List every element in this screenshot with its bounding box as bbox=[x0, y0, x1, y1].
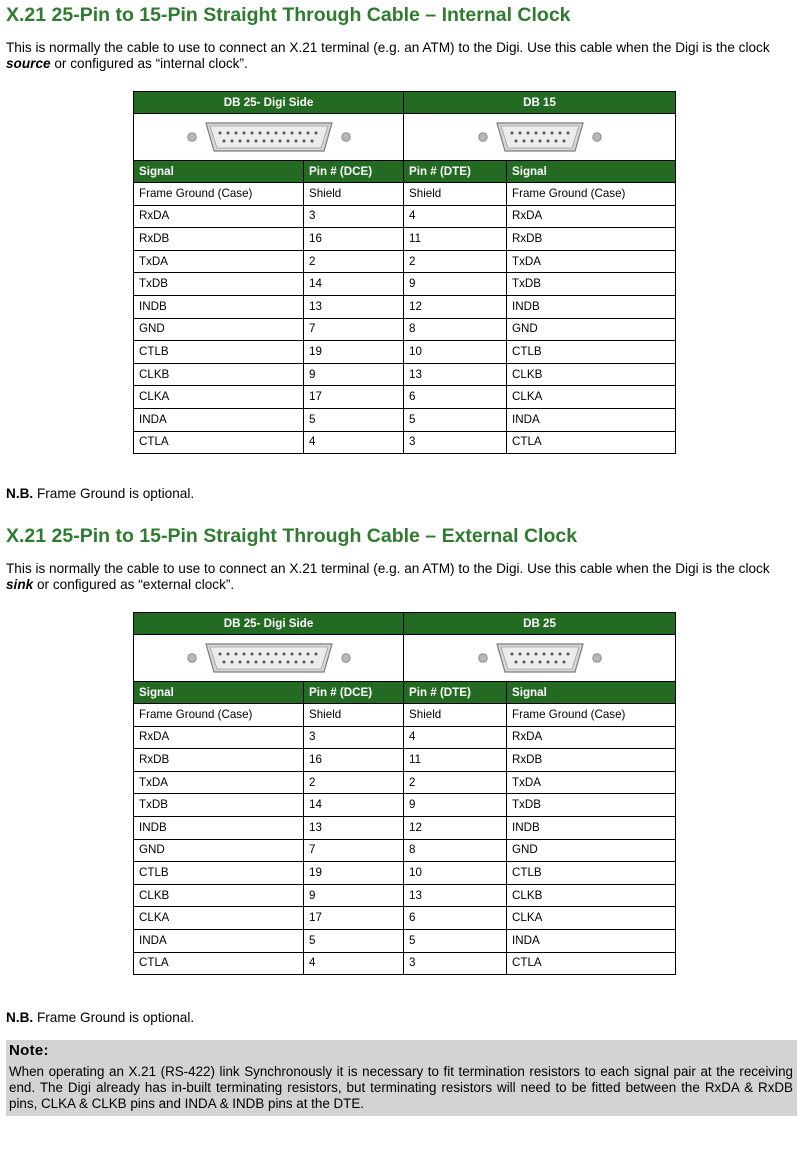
cell-pin-dte: 10 bbox=[404, 341, 507, 364]
column-header-row bbox=[134, 161, 676, 183]
cell-signal-dte: RxDA bbox=[507, 726, 676, 749]
table-row bbox=[134, 295, 676, 318]
cell-pin-dte: 13 bbox=[404, 363, 507, 386]
col-header-signal-dte: Signal bbox=[507, 161, 676, 183]
db25-connector-cell bbox=[134, 635, 404, 682]
cell-signal-dte: CLKB bbox=[507, 363, 676, 386]
cell-signal-dce: TxDB bbox=[134, 273, 304, 296]
cell-pin-dte: 11 bbox=[404, 749, 507, 772]
cell-signal-dce: RxDB bbox=[134, 228, 304, 251]
col-header-signal-dce: Signal bbox=[134, 682, 304, 704]
table-row bbox=[134, 952, 676, 975]
cell-pin-dte: 11 bbox=[404, 228, 507, 251]
db15-connector-cell bbox=[404, 114, 676, 161]
cell-signal-dte: INDA bbox=[507, 408, 676, 431]
cell-signal-dce: GND bbox=[134, 318, 304, 341]
col-header-pin-dte: Pin # (DTE) bbox=[404, 161, 507, 183]
db15-connector-icon bbox=[475, 641, 605, 675]
cell-pin-dce: 13 bbox=[304, 295, 404, 318]
cell-signal-dce: CLKB bbox=[134, 884, 304, 907]
nb-text: Frame Ground is optional. bbox=[33, 486, 195, 501]
cell-pin-dce: 5 bbox=[304, 929, 404, 952]
col-header-pin-dte: Pin # (DTE) bbox=[404, 682, 507, 704]
pin-rows bbox=[134, 183, 676, 454]
cell-signal-dce: INDA bbox=[134, 408, 304, 431]
cell-signal-dte: TxDB bbox=[507, 273, 676, 296]
table-row bbox=[134, 929, 676, 952]
cell-pin-dte: 12 bbox=[404, 295, 507, 318]
cell-signal-dce: INDB bbox=[134, 816, 304, 839]
pinout-table-internal-clock bbox=[133, 91, 676, 454]
cell-pin-dte: 4 bbox=[404, 205, 507, 228]
cell-pin-dce: Shield bbox=[304, 704, 404, 727]
table-row bbox=[134, 363, 676, 386]
cell-signal-dte: CLKB bbox=[507, 884, 676, 907]
section-1-intro bbox=[6, 40, 799, 72]
table-row bbox=[134, 816, 676, 839]
cell-pin-dte: 10 bbox=[404, 862, 507, 885]
cell-pin-dce: 19 bbox=[304, 341, 404, 364]
cell-signal-dce: GND bbox=[134, 839, 304, 862]
cell-pin-dte: 9 bbox=[404, 273, 507, 296]
cell-pin-dte: 8 bbox=[404, 839, 507, 862]
cell-signal-dte: CLKA bbox=[507, 907, 676, 930]
table-row bbox=[134, 794, 676, 817]
table-header-row bbox=[134, 613, 676, 635]
cell-signal-dce: Frame Ground (Case) bbox=[134, 183, 304, 206]
cell-pin-dce: 2 bbox=[304, 250, 404, 273]
cell-signal-dte: CTLB bbox=[507, 341, 676, 364]
table-row bbox=[134, 228, 676, 251]
cell-signal-dte: INDB bbox=[507, 295, 676, 318]
cell-pin-dce: 3 bbox=[304, 205, 404, 228]
cell-pin-dte: Shield bbox=[404, 704, 507, 727]
cell-signal-dte: CLKA bbox=[507, 386, 676, 409]
table-header-row bbox=[134, 92, 676, 114]
cell-signal-dte: INDB bbox=[507, 816, 676, 839]
table-row bbox=[134, 183, 676, 206]
cell-signal-dte: RxDB bbox=[507, 228, 676, 251]
section-2-intro bbox=[6, 561, 799, 593]
col-header-signal-dte: Signal bbox=[507, 682, 676, 704]
cell-signal-dce: CTLA bbox=[134, 431, 304, 454]
cell-signal-dte: TxDA bbox=[507, 250, 676, 273]
db25-connector-icon bbox=[184, 641, 354, 675]
db15-connector-icon bbox=[475, 120, 605, 154]
table-row bbox=[134, 907, 676, 930]
cell-signal-dte: CTLA bbox=[507, 952, 676, 975]
section-1-intro-part2: or configured as “internal clock”. bbox=[50, 56, 248, 71]
section-1-intro-emphasis: source bbox=[6, 56, 51, 71]
cell-signal-dce: CLKA bbox=[134, 907, 304, 930]
cell-pin-dce: 17 bbox=[304, 386, 404, 409]
section-2-title: X.21 25-Pin to 15-Pin Straight Through Cable – External Clock bbox=[6, 525, 578, 547]
table-row bbox=[134, 862, 676, 885]
cell-pin-dce: 19 bbox=[304, 862, 404, 885]
nb-label: N.B. bbox=[6, 1010, 34, 1025]
cell-signal-dce: RxDB bbox=[134, 749, 304, 772]
section-1-title: X.21 25-Pin to 15-Pin Straight Through Cable – Internal Clock bbox=[6, 4, 571, 26]
cell-signal-dte: Frame Ground (Case) bbox=[507, 183, 676, 206]
cell-signal-dte: GND bbox=[507, 318, 676, 341]
nb-text: Frame Ground is optional. bbox=[33, 1010, 195, 1025]
cell-pin-dce: 9 bbox=[304, 884, 404, 907]
cell-signal-dte: TxDA bbox=[507, 771, 676, 794]
table-row bbox=[134, 726, 676, 749]
connector-image-row bbox=[134, 114, 676, 161]
cell-pin-dce: 3 bbox=[304, 726, 404, 749]
col-header-pin-dce: Pin # (DCE) bbox=[304, 161, 404, 183]
cell-pin-dce: 17 bbox=[304, 907, 404, 930]
table-row bbox=[134, 408, 676, 431]
db25-connector-cell bbox=[134, 114, 404, 161]
cell-pin-dce: 4 bbox=[304, 431, 404, 454]
table-row bbox=[134, 273, 676, 296]
connector-image-row bbox=[134, 635, 676, 682]
cell-signal-dce: CTLB bbox=[134, 341, 304, 364]
db25-side-header: DB 25- Digi Side bbox=[134, 92, 404, 114]
table-row bbox=[134, 431, 676, 454]
cell-signal-dce: Frame Ground (Case) bbox=[134, 704, 304, 727]
column-header-row bbox=[134, 682, 676, 704]
table-row bbox=[134, 749, 676, 772]
cell-pin-dce: 9 bbox=[304, 363, 404, 386]
section-1-nb bbox=[6, 486, 194, 501]
table-row bbox=[134, 341, 676, 364]
cell-pin-dce: 2 bbox=[304, 771, 404, 794]
table-row bbox=[134, 704, 676, 727]
cell-pin-dte: 13 bbox=[404, 884, 507, 907]
cell-signal-dte: GND bbox=[507, 839, 676, 862]
db25-side-header: DB 25- Digi Side bbox=[134, 613, 404, 635]
table-row bbox=[134, 318, 676, 341]
cell-pin-dte: 5 bbox=[404, 929, 507, 952]
cell-signal-dce: TxDB bbox=[134, 794, 304, 817]
db15-connector-cell bbox=[404, 635, 676, 682]
cell-pin-dte: 8 bbox=[404, 318, 507, 341]
cell-pin-dte: 6 bbox=[404, 907, 507, 930]
cell-pin-dte: 12 bbox=[404, 816, 507, 839]
col-header-pin-dce: Pin # (DCE) bbox=[304, 682, 404, 704]
cell-signal-dte: CTLA bbox=[507, 431, 676, 454]
section-2-intro-part1: This is normally the cable to use to connect an X.21 terminal (e.g. an ATM) to the Digi. Use this cable when the Digi is the clock bbox=[6, 561, 770, 576]
pinout-table-external-clock bbox=[133, 612, 676, 975]
cell-signal-dce: CLKA bbox=[134, 386, 304, 409]
cell-pin-dte: Shield bbox=[404, 183, 507, 206]
db25-connector-icon bbox=[184, 120, 354, 154]
cell-signal-dce: TxDA bbox=[134, 771, 304, 794]
cell-pin-dte: 6 bbox=[404, 386, 507, 409]
table-row bbox=[134, 250, 676, 273]
cell-signal-dte: RxDA bbox=[507, 205, 676, 228]
col-header-signal-dce: Signal bbox=[134, 161, 304, 183]
cell-signal-dte: TxDB bbox=[507, 794, 676, 817]
table-row bbox=[134, 771, 676, 794]
nb-label: N.B. bbox=[6, 486, 34, 501]
cell-pin-dte: 2 bbox=[404, 771, 507, 794]
cell-pin-dte: 2 bbox=[404, 250, 507, 273]
table-row bbox=[134, 205, 676, 228]
section-2-intro-part2: or configured as “external clock”. bbox=[33, 577, 235, 592]
section-2-intro-emphasis: sink bbox=[6, 577, 34, 592]
note-box bbox=[6, 1040, 797, 1116]
cell-signal-dce: INDB bbox=[134, 295, 304, 318]
table-row bbox=[134, 386, 676, 409]
cell-pin-dce: 13 bbox=[304, 816, 404, 839]
cell-signal-dce: RxDA bbox=[134, 726, 304, 749]
cell-pin-dce: 16 bbox=[304, 749, 404, 772]
cell-pin-dte: 3 bbox=[404, 952, 507, 975]
cell-pin-dce: 5 bbox=[304, 408, 404, 431]
cell-pin-dce: 7 bbox=[304, 318, 404, 341]
cell-signal-dte: Frame Ground (Case) bbox=[507, 704, 676, 727]
cell-pin-dce: 7 bbox=[304, 839, 404, 862]
cell-pin-dce: 16 bbox=[304, 228, 404, 251]
cell-signal-dte: RxDB bbox=[507, 749, 676, 772]
cell-signal-dte: INDA bbox=[507, 929, 676, 952]
cell-signal-dce: CLKB bbox=[134, 363, 304, 386]
cell-pin-dce: 14 bbox=[304, 273, 404, 296]
cell-pin-dce: 4 bbox=[304, 952, 404, 975]
section-2-nb bbox=[6, 1010, 194, 1025]
cell-pin-dce: 14 bbox=[304, 794, 404, 817]
cell-pin-dte: 3 bbox=[404, 431, 507, 454]
cell-signal-dce: INDA bbox=[134, 929, 304, 952]
table-row bbox=[134, 884, 676, 907]
pin-rows bbox=[134, 704, 676, 975]
cell-signal-dce: RxDA bbox=[134, 205, 304, 228]
cell-signal-dte: CTLB bbox=[507, 862, 676, 885]
note-body: When operating an X.21 (RS-422) link Synchronously it is necessary to fit termination resistors to each signal pair at the receiving end. The Digi already has in-built terminating resistors, but terminating resistors will need to be fitted between the RxDA & RxDB pins, CLKA & CLKB pins and INDA & INDB pins at the DTE. bbox=[9, 1064, 793, 1111]
cell-pin-dte: 5 bbox=[404, 408, 507, 431]
cell-pin-dce: Shield bbox=[304, 183, 404, 206]
note-title: Note: bbox=[9, 1042, 49, 1059]
cell-signal-dce: TxDA bbox=[134, 250, 304, 273]
cell-signal-dce: CTLB bbox=[134, 862, 304, 885]
db25-right-header: DB 25 bbox=[404, 613, 676, 635]
cell-signal-dce: CTLA bbox=[134, 952, 304, 975]
db15-header: DB 15 bbox=[404, 92, 676, 114]
table-row bbox=[134, 839, 676, 862]
cell-pin-dte: 9 bbox=[404, 794, 507, 817]
cell-pin-dte: 4 bbox=[404, 726, 507, 749]
section-1-intro-part1: This is normally the cable to use to connect an X.21 terminal (e.g. an ATM) to the Digi. Use this cable when the Digi is the clock bbox=[6, 40, 770, 55]
